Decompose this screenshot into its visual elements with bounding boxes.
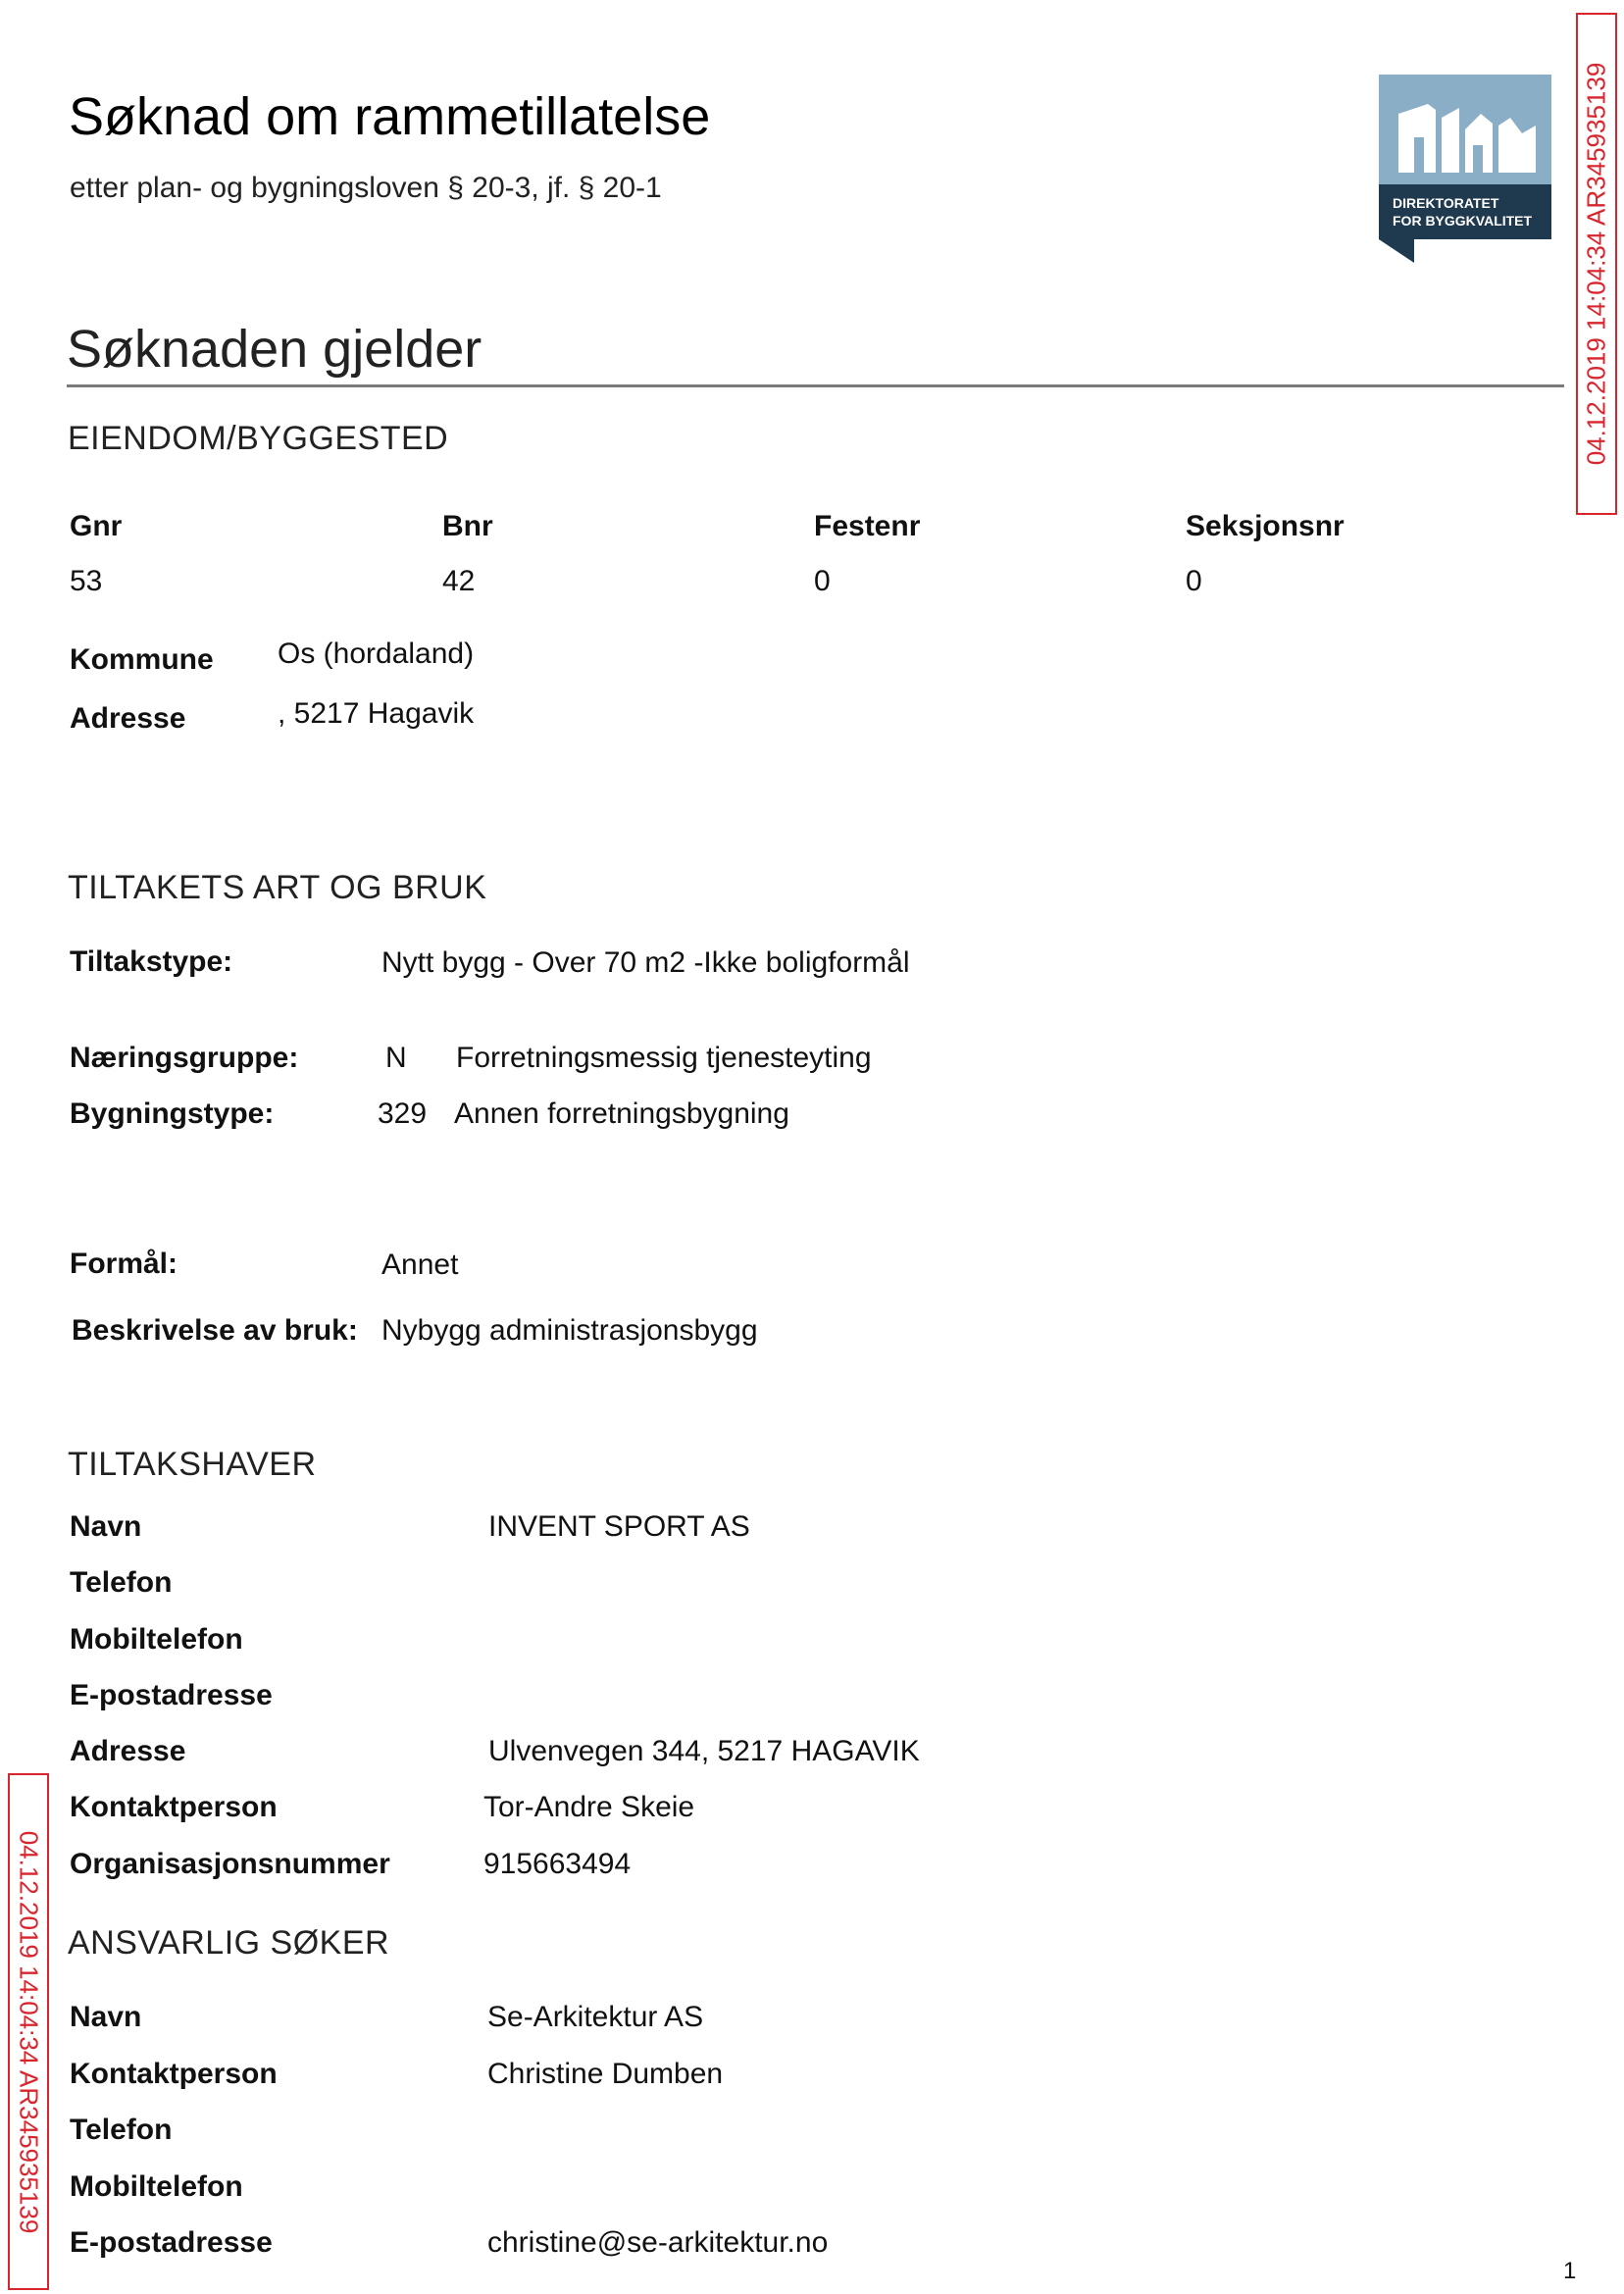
- beskrivelse-value: Nybygg administrasjonsbygg: [381, 1314, 758, 1347]
- dibk-logo: [1379, 75, 1551, 263]
- tiltakshaver-adresse-value: Ulvenvegen 344, 5217 HAGAVIK: [488, 1735, 920, 1767]
- page-number: 1: [1563, 2258, 1577, 2284]
- adresse-label: Adresse: [70, 702, 186, 735]
- tiltakstype-value: Nytt bygg - Over 70 m2 -Ikke boligformål: [381, 946, 910, 979]
- kommune-value: Os (hordaland): [278, 637, 475, 670]
- building-logo-icon: [1379, 75, 1551, 263]
- timestamp-stamp-left: [8, 1773, 49, 2290]
- seksjonsnr-label: Seksjonsnr: [1186, 510, 1345, 542]
- ansvarlig-kontakt-label: Kontaktperson: [70, 2058, 278, 2090]
- bygningstype-code: 329: [378, 1097, 428, 1130]
- section-title-tiltak: TILTAKETS ART OG BRUK: [68, 869, 487, 906]
- tiltakshaver-navn-label: Navn: [70, 1510, 142, 1543]
- tiltakshaver-telefon-label: Telefon: [70, 1566, 173, 1599]
- document-subtitle: etter plan- og bygningsloven § 20-3, jf. § 20-1: [70, 172, 662, 204]
- ansvarlig-kontakt-value: Christine Dumben: [487, 2058, 724, 2090]
- tiltakshaver-kontakt-value: Tor-Andre Skeie: [483, 1791, 695, 1823]
- stamp-text: 04.12.2019 14:04:34 AR345935139: [14, 1830, 44, 2233]
- bygningstype-label: Bygningstype:: [70, 1097, 275, 1130]
- section-title-ansvarlig: ANSVARLIG SØKER: [68, 1924, 390, 1962]
- bygningstype-value: Annen forretningsbygning: [454, 1097, 789, 1130]
- bnr-value: 42: [442, 565, 476, 597]
- festenr-value: 0: [814, 565, 831, 597]
- beskrivelse-label: Beskrivelse av bruk:: [72, 1314, 358, 1347]
- logo-text-line2: FOR BYGGKVALITET: [1393, 213, 1533, 229]
- logo-text-line1: DIREKTORATET: [1393, 195, 1499, 211]
- ansvarlig-mobil-label: Mobiltelefon: [70, 2170, 243, 2203]
- formal-value: Annet: [381, 1249, 459, 1281]
- tiltakshaver-navn-value: INVENT SPORT AS: [488, 1510, 750, 1543]
- stamp-text: 04.12.2019 14:04:34 AR345935139: [1581, 62, 1611, 466]
- ansvarlig-epost-label: E-postadresse: [70, 2226, 273, 2259]
- ansvarlig-navn-value: Se-Arkitektur AS: [487, 2001, 704, 2033]
- section-title-eiendom: EIENDOM/BYGGESTED: [68, 420, 449, 457]
- tiltakshaver-mobil-label: Mobiltelefon: [70, 1623, 243, 1656]
- timestamp-stamp-right: [1576, 13, 1617, 515]
- tiltakshaver-epost-label: E-postadresse: [70, 1679, 273, 1711]
- document-title: Søknad om rammetillatelse: [69, 87, 711, 146]
- tiltakshaver-adresse-label: Adresse: [70, 1735, 186, 1767]
- section-title-tiltakshaver: TILTAKSHAVER: [68, 1446, 317, 1483]
- formal-label: Formål:: [70, 1248, 178, 1280]
- gnr-label: Gnr: [70, 510, 123, 542]
- ansvarlig-epost-value: christine@se-arkitektur.no: [487, 2226, 829, 2259]
- ansvarlig-telefon-label: Telefon: [70, 2114, 173, 2146]
- tiltakstype-label: Tiltakstype:: [70, 945, 233, 978]
- festenr-label: Festenr: [814, 510, 921, 542]
- kommune-label: Kommune: [70, 643, 214, 676]
- heading-divider: [67, 384, 1564, 387]
- naeringsgruppe-label: Næringsgruppe:: [70, 1042, 299, 1074]
- seksjonsnr-value: 0: [1186, 565, 1202, 597]
- tiltakshaver-kontakt-label: Kontaktperson: [70, 1791, 278, 1823]
- adresse-value: , 5217 Hagavik: [278, 697, 475, 730]
- naeringsgruppe-value: Forretningsmessig tjenesteyting: [456, 1042, 872, 1074]
- bnr-label: Bnr: [442, 510, 493, 542]
- ansvarlig-navn-label: Navn: [70, 2001, 142, 2033]
- section-heading: Søknaden gjelder: [67, 320, 482, 379]
- tiltakshaver-orgnr-label: Organisasjonsnummer: [70, 1848, 390, 1880]
- tiltakshaver-orgnr-value: 915663494: [483, 1848, 632, 1880]
- gnr-value: 53: [70, 565, 103, 597]
- naeringsgruppe-code: N: [385, 1042, 407, 1074]
